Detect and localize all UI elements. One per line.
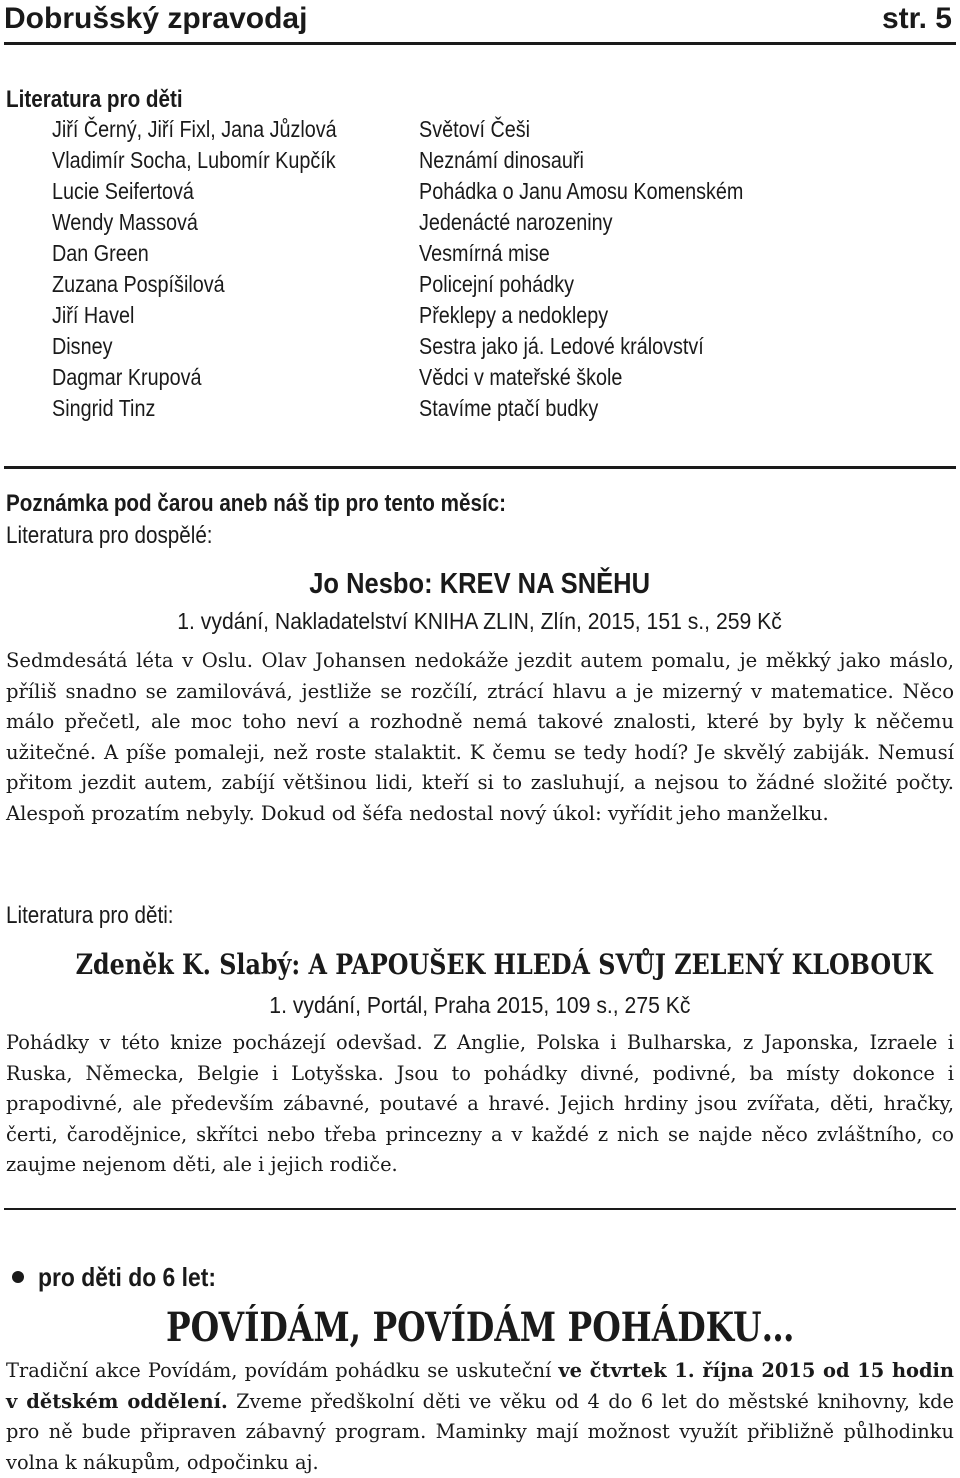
children-book-title: Zdeněk K. Slabý: A PAPOUŠEK HLEDÁ SVŮJ ZELENÝ KLOBOUK: [75, 948, 933, 981]
book-title: Neznámí dinosauři: [419, 147, 584, 173]
adult-literature-label: Literatura pro dospělé:: [6, 522, 213, 549]
adult-book-publication: 1. vydání, Nakladatelství KNIHA ZLIN, Zlín, 2015, 151 s., 259 Kč: [177, 608, 783, 634]
adult-book-title: Jo Nesbo: KREV NA SNĚHU: [309, 568, 651, 600]
book-title: Vědci v mateřské škole: [419, 364, 623, 390]
event-text-end: Zveme předškolní děti ve věku od 4 do 6 let do městské knihovny, kde pro ně bude připraven zábavný program. Maminky mají možnost využít přibližně půlhodinku volna k nákupům, odpočinku aj.: [6, 1389, 954, 1474]
list-item: [52, 333, 852, 364]
book-author: Dan Green: [52, 240, 149, 266]
tip-heading: Poznámka pod čarou aneb náš tip pro tento měsíc:: [6, 490, 507, 517]
list-item: [52, 240, 852, 271]
children-book-annotation: Pohádky v této knize pocházejí odevšad. Z Anglie, Polska i Bulharska, z Japonska, Izraele i Ruska, Německa, Belgie i Lotyšska. Jsou to pohádky divné, podivné, ba místy dokonce i prapodivné, ale především zábavné, poutavé a hravé. Jejich hrdiny jsou zvířata, děti, hračky, čerti, čarodějnice, skřítci nebo třeba princezny a v každé z nich se najde něco zvláštního, co zaujme nejenom děti, ale i jejich rodiče.: [6, 1031, 954, 1177]
book-author: Wendy Massová: [52, 209, 198, 235]
book-author: Vladimír Socha, Lubomír Kupčík: [52, 147, 336, 173]
list-item: [52, 116, 852, 147]
book-title: Policejní pohádky: [419, 271, 575, 297]
event-text-start: Tradiční akce Povídám, povídám pohádku se uskuteční: [6, 1359, 559, 1382]
children-literature-label: Literatura pro děti:: [6, 902, 174, 929]
book-author: Jiří Černý, Jiří Fixl, Jana Jůzlová: [52, 116, 337, 142]
children-list-heading: Literatura pro děti: [6, 86, 183, 113]
adult-book-annotation: Sedmdesátá léta v Oslu. Olav Johansen nedokáže jezdit autem pomalu, je měkký jako máslo, příliš snadno se zamilovává, jestliže se rozčílí, ztrácí hlavu a je mizerný v matematice. Něco málo přečetl, ale moc toho neví a rozhodně nemá takové znalosti, které by byly k něčemu užitečné. A píše pomaleji, než roste stalaktit. K čemu se tedy hodí? Je skvělý zabiják. Nemusí přitom jezdit autem, zabíjí většinou lidi, kteří si to zasluhují, a nejsou to žádné složité počty. Alespoň prozatím nebyly. Dokud od šéfa nedostal nový úkol: vyřídit jeho manželku.: [6, 649, 954, 825]
list-item: [52, 147, 852, 178]
section-divider: [4, 1208, 956, 1210]
list-item: [52, 178, 852, 209]
bullet-icon: [12, 1271, 24, 1283]
book-author: Dagmar Krupová: [52, 364, 202, 390]
book-title: Sestra jako já. Ledové království: [419, 333, 704, 359]
book-title: Světoví Češi: [419, 116, 531, 142]
event-description: [6, 1356, 954, 1478]
book-title: Stavíme ptačí budky: [419, 395, 599, 421]
event-title: POVÍDÁM, POVÍDÁM POHÁDKU…: [165, 1304, 795, 1351]
book-author: Zuzana Pospíšilová: [52, 271, 225, 297]
list-item: [52, 271, 852, 302]
header-divider: [4, 42, 956, 45]
page-number: str. 5: [881, 2, 952, 35]
book-author: Singrid Tinz: [52, 395, 156, 421]
event-label: pro děti do 6 let:: [6, 1262, 240, 1293]
book-author: Jiří Havel: [52, 302, 135, 328]
list-item: [52, 209, 852, 240]
book-title: Pohádka o Janu Amosu Komenském: [419, 178, 744, 204]
book-author: Disney: [52, 333, 113, 359]
book-title: Jedenácté narozeniny: [419, 209, 613, 235]
list-item: [52, 364, 852, 395]
newsletter-title: Dobrušský zpravodaj: [4, 2, 308, 35]
book-title: Překlepy a nedoklepy: [419, 302, 609, 328]
section-divider: [4, 466, 956, 469]
book-title: Vesmírná mise: [419, 240, 550, 266]
list-item: [52, 395, 852, 426]
book-author: Lucie Seifertová: [52, 178, 194, 204]
children-book-list: [52, 116, 852, 426]
children-book-publication: 1. vydání, Portál, Praha 2015, 109 s., 275 Kč: [269, 992, 691, 1018]
list-item: [52, 302, 852, 333]
event-date-time: ve čtvrtek 1. října 2015 od 15 hodin v dětském oddělení.: [6, 1359, 954, 1413]
